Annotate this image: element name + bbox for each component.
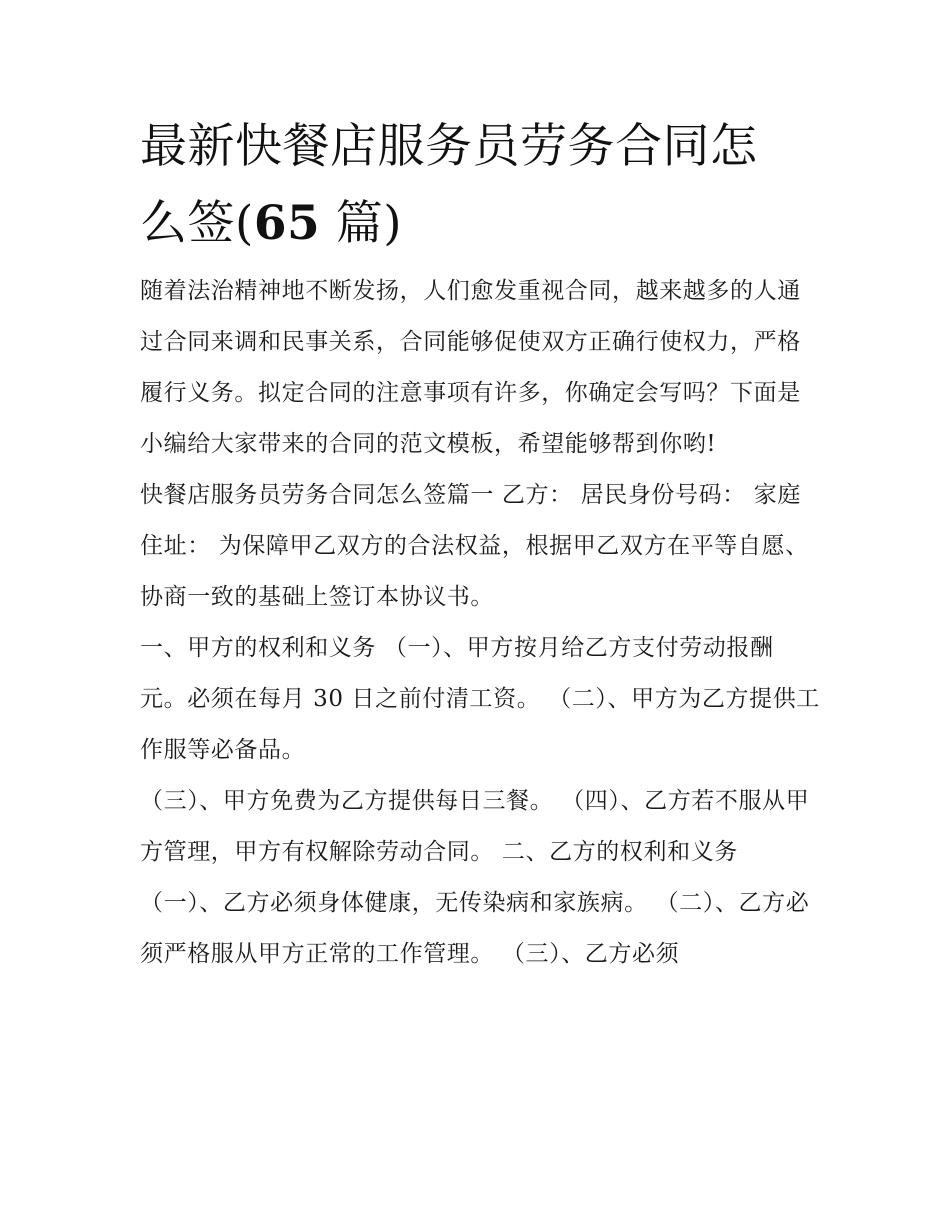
document-page (140, 108, 820, 980)
title-article-count: 65 (253, 196, 321, 251)
party-a-rights-paragraph: 一、甲方的权利和义务 （一）、甲方按月给乙方支付劳动报酬元。必须在每月 30 日之前付清工资。 （二）、甲方为乙方提供工作服等必备品。 (140, 635, 820, 763)
contract-parties-paragraph: 快餐店服务员劳务合同怎么签篇一 乙方： 居民身份号码： 家庭住址： 为保障甲乙双方的合法权益，根据甲乙双方在平等自愿、协商一致的基础上签订本协议书。 (140, 482, 809, 610)
title-line-1: 最新快餐店服务员劳务合同怎 (140, 119, 758, 174)
title-line-2b: 篇) (320, 196, 403, 251)
party-b-obligations-paragraph: （一）、乙方必须身体健康，无传染病和家族病。 （二）、乙方必须严格服从甲方正常的工作管理。 （三）、乙方必须 (140, 890, 810, 967)
title-line-2a: 么签( (140, 196, 254, 251)
party-a-rights-continued-paragraph: （三）、甲方免费为乙方提供每日三餐。 （四）、乙方若不服从甲方管理，甲方有权解除劳动合同。 二、乙方的权利和义务 (140, 788, 810, 865)
document-title (140, 108, 820, 262)
intro-paragraph: 随着法治精神地不断发扬，人们愈发重视合同，越来越多的人通过合同来调和民事关系，合同能够促使双方正确行使权力，严格履行义务。拟定合同的注意事项有许多，你确定会写吗？下面是小编给大家带来的合同的范文模板，希望能够帮到你哟! (140, 278, 801, 457)
